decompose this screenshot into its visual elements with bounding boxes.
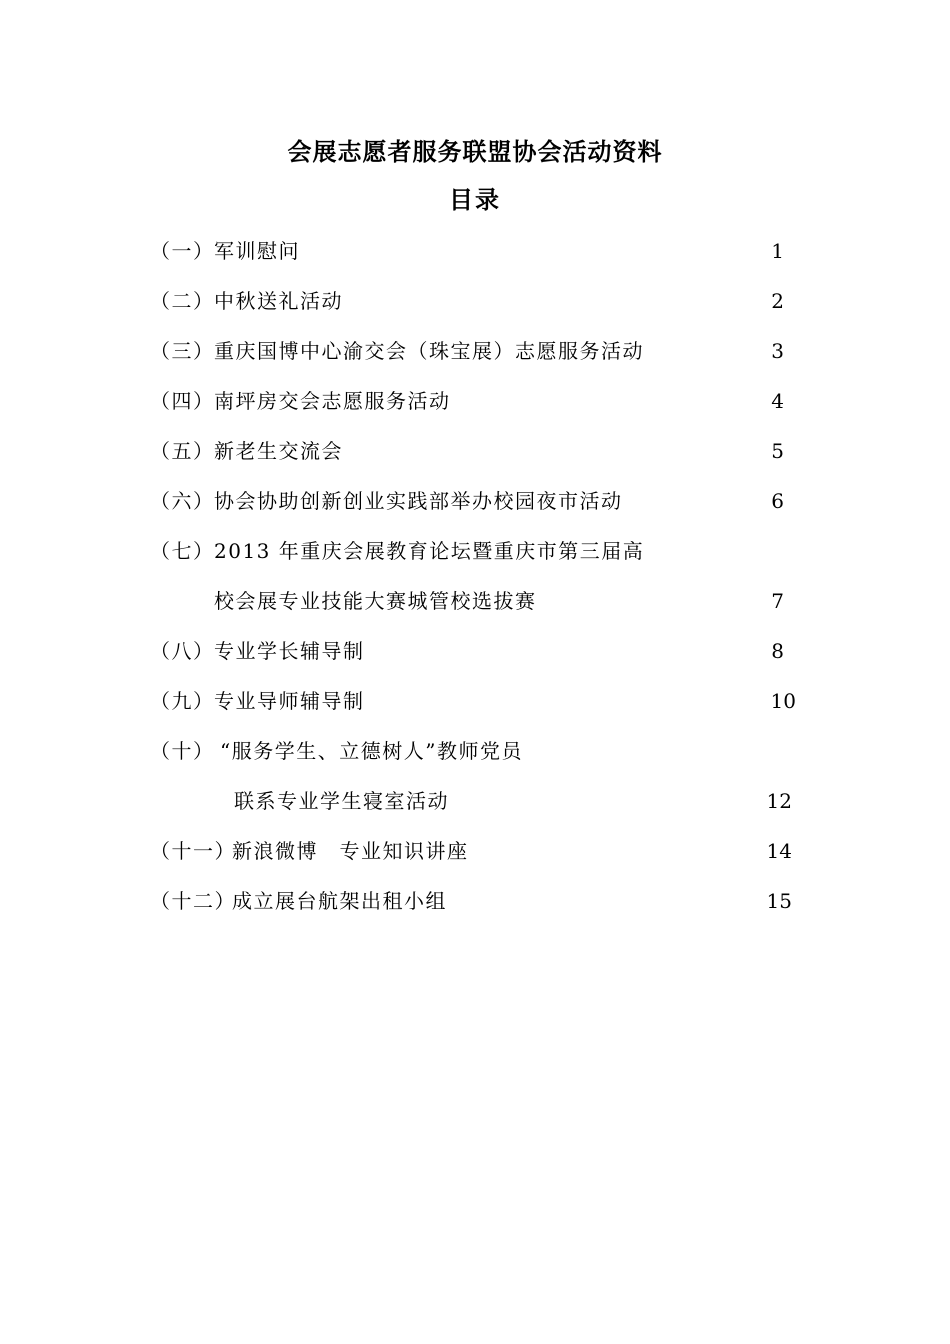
toc-entry-title: 中秋送礼活动 [214, 289, 343, 313]
toc-entry [150, 486, 623, 516]
toc-entry-number: （八） [150, 639, 215, 663]
toc-entry-number: （三） [150, 339, 215, 363]
toc-entry [150, 886, 447, 916]
toc-entry-page: 7 [771, 589, 784, 613]
toc-entry [150, 686, 365, 716]
toc-entry [150, 436, 343, 466]
toc-heading: 目录 [449, 186, 501, 214]
toc-entry-page: 8 [771, 639, 784, 663]
toc-entry-title: 新浪微博 专业知识讲座 [232, 839, 469, 863]
toc-entry-page: 4 [771, 389, 784, 413]
toc-entry-number: （六） [150, 489, 215, 513]
toc-entry-page: 10 [770, 689, 796, 713]
toc-entry-continuation: 联系专业学生寝室活动 [234, 789, 449, 813]
toc-entry [150, 636, 365, 666]
toc-entry-title: 协会协助创新创业实践部举办校园夜市活动 [214, 489, 623, 513]
toc-entry-page: 15 [766, 889, 792, 913]
toc-entry-page: 12 [766, 789, 792, 813]
toc-entry [150, 386, 451, 416]
toc-entry-page: 3 [771, 339, 784, 363]
toc-entry-page: 2 [771, 289, 784, 313]
toc-entry-title: 新老生交流会 [214, 439, 343, 463]
toc-entry-page: 6 [771, 489, 784, 513]
toc-entry-page: 1 [771, 239, 784, 263]
toc-entry-title: 成立展台航架出租小组 [232, 889, 447, 913]
toc-entry [150, 236, 300, 266]
toc-entry-number: （二） [150, 289, 215, 313]
toc-entry [150, 836, 469, 866]
toc-entry-title: 2013 年重庆会展教育论坛暨重庆市第三届高 [214, 539, 645, 563]
toc-entry-number: （一） [150, 239, 215, 263]
toc-entry-number: （五） [150, 439, 215, 463]
toc-entry [150, 336, 644, 366]
toc-entry-number: （十） [150, 739, 215, 763]
toc-entry-title: “服务学生、立德树人”教师党员 [220, 739, 523, 763]
toc-entry-number: （九） [150, 689, 215, 713]
toc-entry [150, 536, 644, 566]
toc-entry-number: （十二） [150, 889, 236, 913]
toc-entry-title: 专业导师辅导制 [214, 689, 365, 713]
toc-entry-number: （七） [150, 539, 215, 563]
toc-entry [150, 736, 523, 766]
toc-entry-title: 南坪房交会志愿服务活动 [214, 389, 451, 413]
toc-entry-title: 专业学长辅导制 [214, 639, 365, 663]
document-title: 会展志愿者服务联盟协会活动资料 [287, 138, 663, 166]
toc-entry-number: （十一） [150, 839, 236, 863]
toc-entry-title: 重庆国博中心渝交会（珠宝展）志愿服务活动 [214, 339, 644, 363]
toc-entry [150, 286, 343, 316]
toc-entry-title: 军训慰问 [214, 239, 300, 263]
toc-entry-page: 5 [771, 439, 784, 463]
toc-entry-page: 14 [766, 839, 792, 863]
toc-entry-number: （四） [150, 389, 215, 413]
toc-entry-continuation: 校会展专业技能大赛城管校选拔赛 [214, 589, 537, 613]
